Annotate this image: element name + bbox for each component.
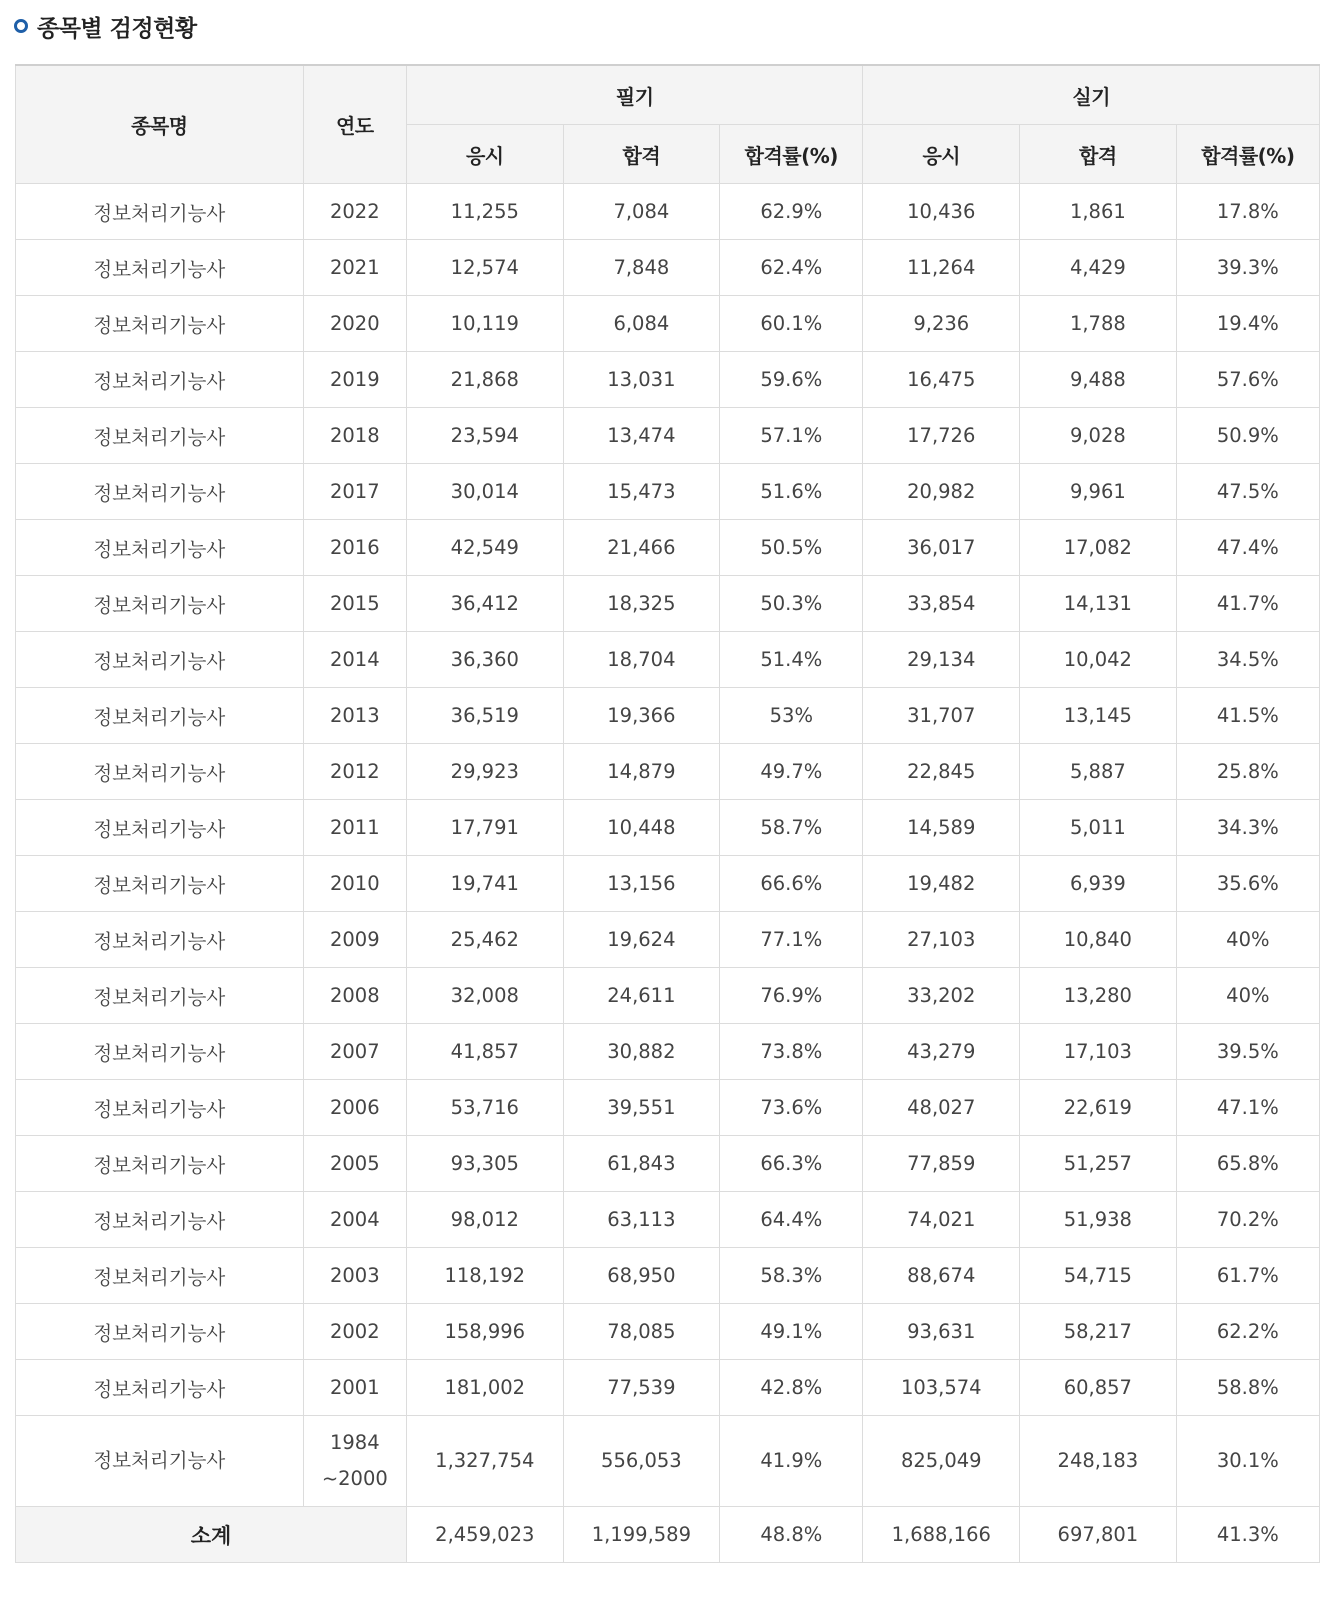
cell-year: 2020	[303, 296, 406, 352]
cell-year: 2002	[303, 1304, 406, 1360]
cell-practical-passed: 1,861	[1020, 184, 1177, 240]
cell-name: 정보처리기능사	[16, 856, 304, 912]
cell-year: 2019	[303, 352, 406, 408]
cell-written-applied: 21,868	[406, 352, 563, 408]
cell-written-applied: 53,716	[406, 1080, 563, 1136]
cell-practical-applied: 29,134	[863, 632, 1020, 688]
table-row-range	[16, 1416, 1320, 1507]
cell-practical-applied: 88,674	[863, 1248, 1020, 1304]
table-row	[16, 1304, 1320, 1360]
cell-practical-passed: 58,217	[1020, 1304, 1177, 1360]
cell-written-rate: 57.1%	[720, 408, 863, 464]
cell-practical-passed: 17,082	[1020, 520, 1177, 576]
table-row	[16, 464, 1320, 520]
col-header-practical-passed: 합격	[1020, 125, 1177, 184]
cell-written-rate: 76.9%	[720, 968, 863, 1024]
cell-year: 2010	[303, 856, 406, 912]
table-row	[16, 1080, 1320, 1136]
cell-practical-passed: 10,840	[1020, 912, 1177, 968]
cell-name: 정보처리기능사	[16, 1248, 304, 1304]
cell-written-rate: 66.6%	[720, 856, 863, 912]
table-row	[16, 800, 1320, 856]
cell-practical-passed: 248,183	[1020, 1416, 1177, 1507]
cell-practical-applied: 36,017	[863, 520, 1020, 576]
cell-practical-applied: 10,436	[863, 184, 1020, 240]
cell-written-applied: 11,255	[406, 184, 563, 240]
cell-practical-rate: 40%	[1176, 912, 1319, 968]
cell-name: 정보처리기능사	[16, 968, 304, 1024]
cell-year: 2012	[303, 744, 406, 800]
cell-name: 정보처리기능사	[16, 1360, 304, 1416]
cell-practical-passed: 4,429	[1020, 240, 1177, 296]
cell-written-rate: 49.7%	[720, 744, 863, 800]
table-row	[16, 296, 1320, 352]
table-row	[16, 632, 1320, 688]
cell-written-applied: 98,012	[406, 1192, 563, 1248]
col-header-year: 연도	[303, 65, 406, 184]
cell-practical-applied: 27,103	[863, 912, 1020, 968]
cell-written-applied: 30,014	[406, 464, 563, 520]
cell-year-range	[303, 1416, 406, 1507]
cell-year-end: ~2000	[321, 1467, 388, 1490]
cell-practical-rate: 47.5%	[1176, 464, 1319, 520]
subtotal-label: 소계	[16, 1507, 407, 1563]
cell-name: 정보처리기능사	[16, 464, 304, 520]
cell-practical-applied: 48,027	[863, 1080, 1020, 1136]
cell-practical-applied: 31,707	[863, 688, 1020, 744]
cell-name: 정보처리기능사	[16, 240, 304, 296]
cell-year: 2003	[303, 1248, 406, 1304]
cell-practical-passed: 9,488	[1020, 352, 1177, 408]
cell-written-rate: 58.7%	[720, 800, 863, 856]
table-row	[16, 968, 1320, 1024]
cell-written-applied: 118,192	[406, 1248, 563, 1304]
cell-written-rate: 42.8%	[720, 1360, 863, 1416]
cell-written-applied: 41,857	[406, 1024, 563, 1080]
cell-year: 2007	[303, 1024, 406, 1080]
cell-year: 2005	[303, 1136, 406, 1192]
table-row	[16, 240, 1320, 296]
cell-practical-rate: 41.5%	[1176, 688, 1319, 744]
cell-practical-applied: 77,859	[863, 1136, 1020, 1192]
cell-written-applied: 158,996	[406, 1304, 563, 1360]
subtotal-written-passed: 1,199,589	[563, 1507, 720, 1563]
cell-written-rate: 66.3%	[720, 1136, 863, 1192]
col-group-written: 필기	[406, 65, 862, 125]
cell-practical-passed: 6,939	[1020, 856, 1177, 912]
subtotal-practical-passed: 697,801	[1020, 1507, 1177, 1563]
cell-practical-passed: 13,280	[1020, 968, 1177, 1024]
cell-written-passed: 7,848	[563, 240, 720, 296]
cell-practical-rate: 35.6%	[1176, 856, 1319, 912]
cell-written-passed: 6,084	[563, 296, 720, 352]
cell-written-passed: 21,466	[563, 520, 720, 576]
cell-practical-applied: 74,021	[863, 1192, 1020, 1248]
cell-written-rate: 62.9%	[720, 184, 863, 240]
cell-year: 2001	[303, 1360, 406, 1416]
cell-practical-applied: 43,279	[863, 1024, 1020, 1080]
cell-year: 2004	[303, 1192, 406, 1248]
cell-name: 정보처리기능사	[16, 576, 304, 632]
cell-practical-rate: 34.3%	[1176, 800, 1319, 856]
cell-practical-passed: 14,131	[1020, 576, 1177, 632]
cell-written-rate: 73.8%	[720, 1024, 863, 1080]
cell-practical-passed: 13,145	[1020, 688, 1177, 744]
subtotal-practical-applied: 1,688,166	[863, 1507, 1020, 1563]
cell-name: 정보처리기능사	[16, 688, 304, 744]
cell-name: 정보처리기능사	[16, 632, 304, 688]
table-row	[16, 1192, 1320, 1248]
cell-written-rate: 59.6%	[720, 352, 863, 408]
cell-written-applied: 32,008	[406, 968, 563, 1024]
cell-practical-applied: 103,574	[863, 1360, 1020, 1416]
table-row	[16, 576, 1320, 632]
table-row	[16, 1248, 1320, 1304]
cell-written-rate: 49.1%	[720, 1304, 863, 1360]
cell-name: 정보처리기능사	[16, 800, 304, 856]
cell-written-passed: 24,611	[563, 968, 720, 1024]
cell-written-applied: 36,412	[406, 576, 563, 632]
cell-practical-applied: 19,482	[863, 856, 1020, 912]
cell-practical-rate: 47.1%	[1176, 1080, 1319, 1136]
cell-name: 정보처리기능사	[16, 1024, 304, 1080]
cell-practical-passed: 51,257	[1020, 1136, 1177, 1192]
cell-name: 정보처리기능사	[16, 296, 304, 352]
cell-written-rate: 41.9%	[720, 1416, 863, 1507]
table-row	[16, 744, 1320, 800]
col-header-name: 종목명	[16, 65, 304, 184]
cell-written-passed: 15,473	[563, 464, 720, 520]
col-group-practical: 실기	[863, 65, 1320, 125]
cell-written-passed: 68,950	[563, 1248, 720, 1304]
table-row	[16, 184, 1320, 240]
table-body	[16, 184, 1320, 1507]
cell-year: 2009	[303, 912, 406, 968]
cell-name: 정보처리기능사	[16, 1304, 304, 1360]
cell-written-passed: 77,539	[563, 1360, 720, 1416]
cell-practical-applied: 22,845	[863, 744, 1020, 800]
cell-year: 2013	[303, 688, 406, 744]
cell-year: 2011	[303, 800, 406, 856]
cell-practical-rate: 61.7%	[1176, 1248, 1319, 1304]
cell-practical-applied: 16,475	[863, 352, 1020, 408]
cell-year: 2021	[303, 240, 406, 296]
cell-written-applied: 17,791	[406, 800, 563, 856]
cell-year: 2014	[303, 632, 406, 688]
col-header-written-rate: 합격률(%)	[720, 125, 863, 184]
table-row	[16, 1136, 1320, 1192]
cell-written-passed: 18,704	[563, 632, 720, 688]
cell-written-passed: 13,474	[563, 408, 720, 464]
cell-name: 정보처리기능사	[16, 520, 304, 576]
cell-year: 2006	[303, 1080, 406, 1136]
cell-practical-passed: 5,887	[1020, 744, 1177, 800]
cell-written-passed: 18,325	[563, 576, 720, 632]
cell-name: 정보처리기능사	[16, 352, 304, 408]
cell-written-rate: 62.4%	[720, 240, 863, 296]
cell-practical-passed: 51,938	[1020, 1192, 1177, 1248]
cell-name: 정보처리기능사	[16, 912, 304, 968]
cell-written-passed: 30,882	[563, 1024, 720, 1080]
cell-year: 2018	[303, 408, 406, 464]
cell-practical-rate: 47.4%	[1176, 520, 1319, 576]
subtotal-practical-rate: 41.3%	[1176, 1507, 1319, 1563]
cell-written-applied: 12,574	[406, 240, 563, 296]
col-header-practical-rate: 합격률(%)	[1176, 125, 1319, 184]
cell-written-rate: 53%	[720, 688, 863, 744]
cell-written-applied: 36,360	[406, 632, 563, 688]
cell-written-passed: 10,448	[563, 800, 720, 856]
cell-practical-applied: 9,236	[863, 296, 1020, 352]
cell-practical-rate: 58.8%	[1176, 1360, 1319, 1416]
cell-written-applied: 23,594	[406, 408, 563, 464]
cell-practical-passed: 22,619	[1020, 1080, 1177, 1136]
cell-written-rate: 50.3%	[720, 576, 863, 632]
cell-practical-applied: 20,982	[863, 464, 1020, 520]
cell-practical-rate: 19.4%	[1176, 296, 1319, 352]
cell-written-applied: 29,923	[406, 744, 563, 800]
exam-stats-table	[15, 64, 1320, 1563]
cell-written-applied: 93,305	[406, 1136, 563, 1192]
cell-written-passed: 19,624	[563, 912, 720, 968]
cell-written-rate: 51.6%	[720, 464, 863, 520]
cell-written-applied: 10,119	[406, 296, 563, 352]
cell-practical-passed: 9,028	[1020, 408, 1177, 464]
table-row	[16, 856, 1320, 912]
cell-name: 정보처리기능사	[16, 744, 304, 800]
cell-written-applied: 181,002	[406, 1360, 563, 1416]
cell-practical-rate: 50.9%	[1176, 408, 1319, 464]
table-row	[16, 912, 1320, 968]
table-row	[16, 352, 1320, 408]
cell-practical-rate: 30.1%	[1176, 1416, 1319, 1507]
cell-written-rate: 60.1%	[720, 296, 863, 352]
cell-name: 정보처리기능사	[16, 408, 304, 464]
cell-year: 2015	[303, 576, 406, 632]
table-row-subtotal	[16, 1507, 1320, 1563]
cell-practical-applied: 33,854	[863, 576, 1020, 632]
table-row	[16, 1360, 1320, 1416]
cell-practical-applied: 33,202	[863, 968, 1020, 1024]
cell-practical-passed: 54,715	[1020, 1248, 1177, 1304]
col-header-practical-applied: 응시	[863, 125, 1020, 184]
cell-practical-rate: 17.8%	[1176, 184, 1319, 240]
table-row	[16, 1024, 1320, 1080]
cell-written-passed: 39,551	[563, 1080, 720, 1136]
cell-practical-applied: 825,049	[863, 1416, 1020, 1507]
cell-name: 정보처리기능사	[16, 1192, 304, 1248]
cell-practical-applied: 93,631	[863, 1304, 1020, 1360]
cell-written-passed: 14,879	[563, 744, 720, 800]
cell-written-rate: 77.1%	[720, 912, 863, 968]
cell-practical-rate: 57.6%	[1176, 352, 1319, 408]
cell-written-rate: 51.4%	[720, 632, 863, 688]
cell-written-passed: 7,084	[563, 184, 720, 240]
cell-name: 정보처리기능사	[16, 1416, 304, 1507]
cell-practical-rate: 39.5%	[1176, 1024, 1319, 1080]
cell-practical-passed: 1,788	[1020, 296, 1177, 352]
cell-written-passed: 13,031	[563, 352, 720, 408]
cell-written-passed: 78,085	[563, 1304, 720, 1360]
cell-practical-applied: 11,264	[863, 240, 1020, 296]
cell-practical-rate: 41.7%	[1176, 576, 1319, 632]
cell-practical-rate: 62.2%	[1176, 1304, 1319, 1360]
cell-written-passed: 61,843	[563, 1136, 720, 1192]
cell-year-start: 1984	[329, 1431, 380, 1454]
col-header-written-applied: 응시	[406, 125, 563, 184]
cell-written-passed: 556,053	[563, 1416, 720, 1507]
bullet-circle-icon	[14, 19, 28, 33]
subtotal-written-applied: 2,459,023	[406, 1507, 563, 1563]
cell-year: 2022	[303, 184, 406, 240]
cell-practical-passed: 9,961	[1020, 464, 1177, 520]
cell-written-rate: 73.6%	[720, 1080, 863, 1136]
cell-practical-applied: 14,589	[863, 800, 1020, 856]
cell-year: 2008	[303, 968, 406, 1024]
section-title	[14, 8, 197, 44]
cell-written-rate: 50.5%	[720, 520, 863, 576]
table-row	[16, 688, 1320, 744]
cell-written-passed: 13,156	[563, 856, 720, 912]
cell-practical-applied: 17,726	[863, 408, 1020, 464]
cell-name: 정보처리기능사	[16, 184, 304, 240]
cell-practical-passed: 17,103	[1020, 1024, 1177, 1080]
col-header-written-passed: 합격	[563, 125, 720, 184]
cell-practical-rate: 70.2%	[1176, 1192, 1319, 1248]
cell-practical-passed: 60,857	[1020, 1360, 1177, 1416]
cell-practical-rate: 39.3%	[1176, 240, 1319, 296]
cell-written-applied: 1,327,754	[406, 1416, 563, 1507]
cell-name: 정보처리기능사	[16, 1080, 304, 1136]
cell-written-rate: 58.3%	[720, 1248, 863, 1304]
cell-written-passed: 19,366	[563, 688, 720, 744]
cell-practical-rate: 34.5%	[1176, 632, 1319, 688]
cell-year: 2017	[303, 464, 406, 520]
table-row	[16, 520, 1320, 576]
cell-practical-rate: 25.8%	[1176, 744, 1319, 800]
table-row	[16, 408, 1320, 464]
cell-name: 정보처리기능사	[16, 1136, 304, 1192]
cell-practical-rate: 65.8%	[1176, 1136, 1319, 1192]
cell-year: 2016	[303, 520, 406, 576]
cell-practical-passed: 5,011	[1020, 800, 1177, 856]
cell-written-applied: 36,519	[406, 688, 563, 744]
cell-written-passed: 63,113	[563, 1192, 720, 1248]
page-title: 종목별 검정현황	[37, 15, 197, 42]
cell-written-applied: 42,549	[406, 520, 563, 576]
cell-practical-rate: 40%	[1176, 968, 1319, 1024]
cell-written-applied: 25,462	[406, 912, 563, 968]
cell-practical-passed: 10,042	[1020, 632, 1177, 688]
cell-written-rate: 64.4%	[720, 1192, 863, 1248]
cell-written-applied: 19,741	[406, 856, 563, 912]
subtotal-written-rate: 48.8%	[720, 1507, 863, 1563]
